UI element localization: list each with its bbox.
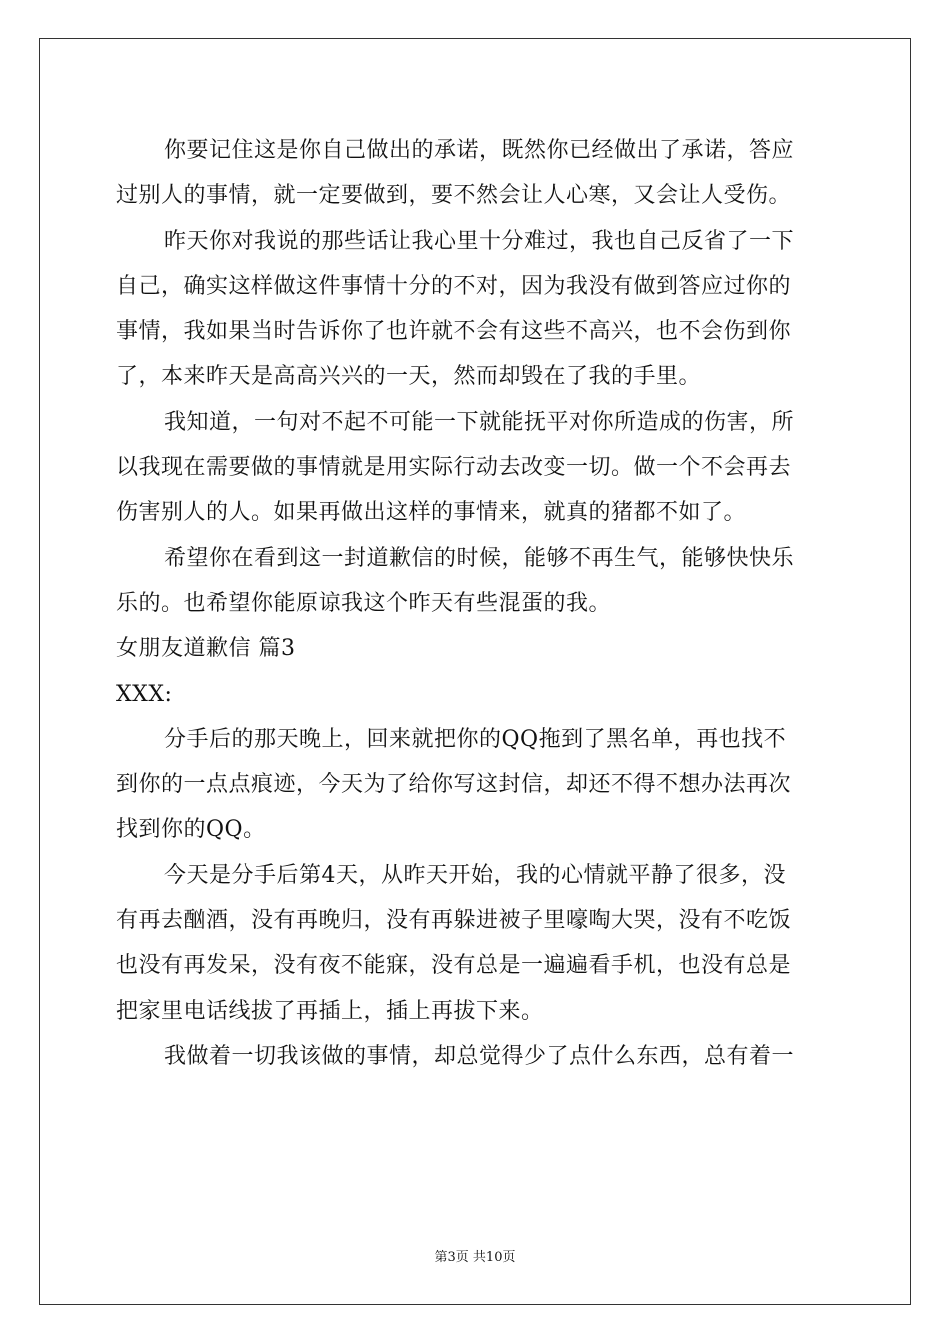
- text-line: 我做着一切我该做的事情，却总觉得少了点什么东西，总有着一: [164, 1043, 795, 1069]
- text-line: 过别人的事情，就一定要做到，要不然会让人心寒，又会让人受伤。: [116, 183, 792, 209]
- text-line: 事情，我如果当时告诉你了也许就不会有这些不高兴，也不会伤到你: [116, 319, 792, 345]
- text-line: 找到你的QQ。: [116, 817, 266, 843]
- text-line: 希望你在看到这一封道歉信的时候，能够不再生气，能够快快乐: [164, 545, 795, 571]
- text-line: 以我现在需要做的事情就是用实际行动去改变一切。做一个不会再去: [116, 455, 792, 481]
- letter-body: [116, 128, 836, 1079]
- text-line: 有再去酗酒，没有再晚归，没有再躲进被子里嚎啕大哭，没有不吃饭: [116, 908, 792, 934]
- text-line: 把家里电话线拔了再插上，插上再拔下来。: [116, 998, 544, 1024]
- section-heading: 女朋友道歉信 篇3: [116, 636, 296, 662]
- text-line: 伤害别人的人。如果再做出这样的事情来，就真的猪都不如了。: [116, 500, 747, 526]
- text-line: 我知道，一句对不起不可能一下就能抚平对你所造成的伤害，所: [164, 409, 795, 435]
- text-line: 今天是分手后第4天，从昨天开始，我的心情就平静了很多，没: [164, 862, 786, 888]
- text-line: 了，本来昨天是高高兴兴的一天，然而却毁在了我的手里。: [116, 364, 702, 390]
- text-line: 昨天你对我说的那些话让我心里十分难过，我也自己反省了一下: [164, 228, 795, 254]
- text-line: 乐的。也希望你能原谅我这个昨天有些混蛋的我。: [116, 590, 612, 616]
- text-line: 也没有再发呆，没有夜不能寐，没有总是一遍遍看手机，也没有总是: [116, 953, 792, 979]
- text-line: 分手后的那天晚上，回来就把你的QQ拖到了黑名单，再也找不: [164, 726, 787, 752]
- page-number: 第3页 共10页: [434, 1250, 516, 1265]
- salutation: XXX:: [116, 681, 173, 707]
- text-line: 自己，确实这样做这件事情十分的不对，因为我没有做到答应过你的: [116, 273, 792, 299]
- text-line: 到你的一点点痕迹，今天为了给你写这封信，却还不得不想办法再次: [116, 772, 792, 798]
- text-line: 你要记住这是你自己做出的承诺，既然你已经做出了承诺，答应: [164, 138, 795, 163]
